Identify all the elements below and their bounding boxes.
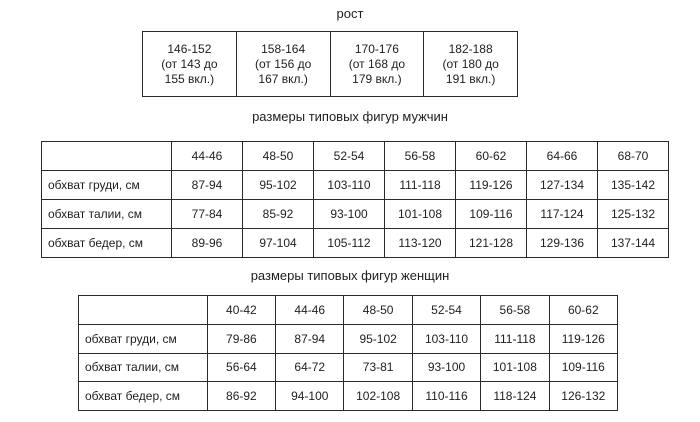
table-cell: 86-92 bbox=[207, 382, 275, 411]
height-cell bbox=[330, 32, 424, 97]
header-row bbox=[42, 142, 669, 171]
table-cell: 95-102 bbox=[243, 171, 314, 200]
table-cell: 101-108 bbox=[385, 200, 456, 229]
men-size-table bbox=[41, 141, 669, 258]
table-cell: 111-118 bbox=[385, 171, 456, 200]
women-title: размеры типовых фигур женщин bbox=[250, 268, 450, 283]
size-header: 52-54 bbox=[412, 296, 480, 325]
row-label: обхват бедер, см bbox=[79, 382, 208, 411]
table-cell: 125-132 bbox=[598, 200, 669, 229]
height-range-to: 191 вкл.) bbox=[445, 71, 496, 86]
table-row bbox=[79, 353, 618, 382]
height-range: 182-188 bbox=[448, 41, 493, 56]
height-range-from: (от 143 до bbox=[161, 56, 218, 71]
table-row bbox=[42, 171, 669, 200]
table-cell: 127-134 bbox=[527, 171, 598, 200]
size-header: 56-58 bbox=[481, 296, 549, 325]
table-cell: 89-96 bbox=[172, 229, 243, 258]
table-cell: 119-126 bbox=[456, 171, 527, 200]
height-range-from: (от 156 до bbox=[254, 56, 312, 71]
height-range: 146-152 bbox=[167, 41, 212, 56]
table-cell: 94-100 bbox=[276, 382, 344, 411]
table-cell: 111-118 bbox=[481, 324, 549, 353]
table-cell: 129-136 bbox=[527, 229, 598, 258]
height-range: 158-164 bbox=[261, 41, 306, 56]
table-cell: 105-112 bbox=[314, 229, 385, 258]
table-row bbox=[79, 324, 618, 353]
table-cell: 85-92 bbox=[243, 200, 314, 229]
row-label: обхват груди, см bbox=[79, 324, 208, 353]
table-row bbox=[42, 200, 669, 229]
row-label: обхват бедер, см bbox=[42, 229, 172, 258]
table-row bbox=[143, 32, 518, 97]
table-cell: 119-126 bbox=[549, 324, 617, 353]
size-header: 56-58 bbox=[385, 142, 456, 171]
size-header: 48-50 bbox=[243, 142, 314, 171]
table-cell: 64-72 bbox=[276, 353, 344, 382]
table-cell: 93-100 bbox=[314, 200, 385, 229]
table-cell: 79-86 bbox=[207, 324, 275, 353]
height-cell bbox=[143, 32, 237, 97]
size-header: 60-62 bbox=[456, 142, 527, 171]
table-cell: 110-116 bbox=[412, 382, 480, 411]
height-cell bbox=[236, 32, 330, 97]
table-cell: 101-108 bbox=[481, 353, 549, 382]
men-title: размеры типовых фигур мужчин bbox=[252, 109, 448, 124]
table-cell: 126-132 bbox=[549, 382, 617, 411]
table-cell: 109-116 bbox=[456, 200, 527, 229]
height-range-from: (от 180 до bbox=[442, 56, 499, 71]
height-range: 170-176 bbox=[354, 41, 399, 56]
table-cell: 95-102 bbox=[344, 324, 412, 353]
height-range-from: (от 168 до bbox=[348, 56, 406, 71]
table-cell: 97-104 bbox=[243, 229, 314, 258]
table-cell: 102-108 bbox=[344, 382, 412, 411]
table-row bbox=[42, 229, 669, 258]
table-cell: 103-110 bbox=[412, 324, 480, 353]
size-header: 64-66 bbox=[527, 142, 598, 171]
size-header: 68-70 bbox=[598, 142, 669, 171]
height-cell bbox=[424, 32, 518, 97]
corner-cell bbox=[79, 296, 208, 325]
table-cell: 135-142 bbox=[598, 171, 669, 200]
row-label: обхват талии, см bbox=[79, 353, 208, 382]
table-cell: 103-110 bbox=[314, 171, 385, 200]
table-cell: 121-128 bbox=[456, 229, 527, 258]
table-cell: 73-81 bbox=[344, 353, 412, 382]
table-cell: 77-84 bbox=[172, 200, 243, 229]
table-cell: 137-144 bbox=[598, 229, 669, 258]
table-cell: 56-64 bbox=[207, 353, 275, 382]
table-cell: 87-94 bbox=[172, 171, 243, 200]
size-header: 44-46 bbox=[276, 296, 344, 325]
table-cell: 109-116 bbox=[549, 353, 617, 382]
header-row bbox=[79, 296, 618, 325]
table-cell: 118-124 bbox=[481, 382, 549, 411]
height-range-to: 167 вкл.) bbox=[258, 71, 308, 86]
table-cell: 113-120 bbox=[385, 229, 456, 258]
corner-cell bbox=[42, 142, 172, 171]
table-cell: 93-100 bbox=[412, 353, 480, 382]
height-range-to: 179 вкл.) bbox=[352, 71, 402, 86]
row-label: обхват талии, см bbox=[42, 200, 172, 229]
height-table bbox=[142, 31, 518, 97]
size-header: 48-50 bbox=[344, 296, 412, 325]
size-header: 52-54 bbox=[314, 142, 385, 171]
table-row bbox=[79, 382, 618, 411]
height-title: рост bbox=[336, 6, 364, 21]
row-label: обхват груди, см bbox=[42, 171, 172, 200]
size-header: 44-46 bbox=[172, 142, 243, 171]
table-cell: 117-124 bbox=[527, 200, 598, 229]
women-size-table bbox=[78, 295, 618, 411]
size-header: 40-42 bbox=[207, 296, 275, 325]
size-header: 60-62 bbox=[549, 296, 617, 325]
table-cell: 87-94 bbox=[276, 324, 344, 353]
height-range-to: 155 вкл.) bbox=[164, 71, 215, 86]
